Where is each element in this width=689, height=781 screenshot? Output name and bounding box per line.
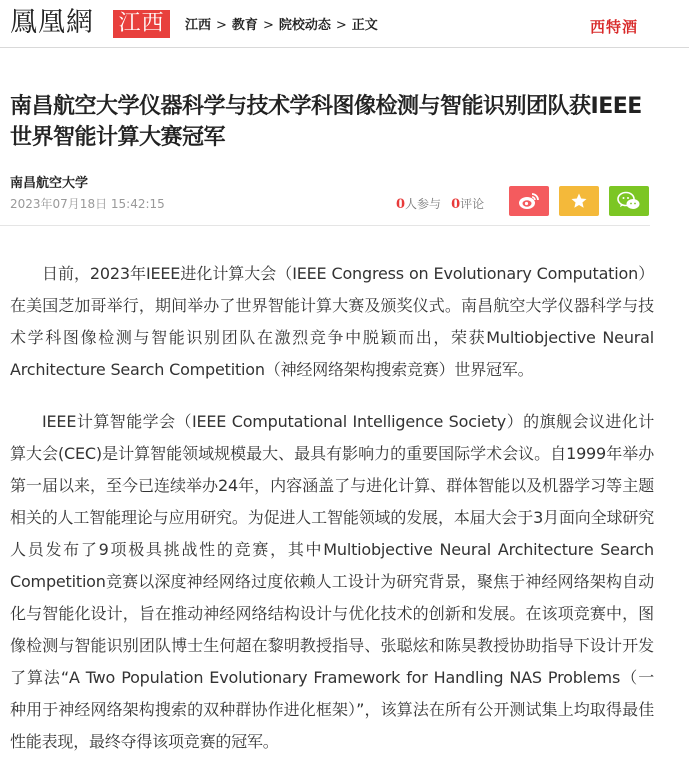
ad-brand-logo[interactable]: 西特酒 <box>590 18 639 36</box>
site-logo[interactable]: 鳳凰網 <box>10 7 94 38</box>
breadcrumb-separator: > <box>262 18 274 33</box>
share-weibo-button[interactable] <box>509 186 549 216</box>
participants-label: 人参与 <box>405 197 442 211</box>
article-title: 南昌航空大学仪器科学与技术学科图像检测与智能识别团队获IEEE世界智能计算大赛冠军 <box>10 94 642 150</box>
comments-label[interactable]: 评论 <box>460 197 485 211</box>
article-paragraph: 日前，2023年IEEE进化计算大会（IEEE Congress on Evolutionary Computation）在美国芝加哥举行，期间举办了世界智能计算大赛及颁奖仪式。南昌航空大学仪器科学与技术学科图像检测与智能识别团队在激烈竞争中脱颖而出，荣获Multiobjective Neural Architecture Search Competition（神经网络架构搜索竞赛）世界冠军。 <box>10 264 654 379</box>
breadcrumb-item-education[interactable]: 教育 <box>231 18 258 33</box>
breadcrumb-item-school-news[interactable]: 院校动态 <box>278 18 331 33</box>
comments-count[interactable]: 0 <box>451 197 461 212</box>
publish-time: 2023年07月18日 15:42:15 <box>10 197 165 211</box>
breadcrumb-item-current: 正文 <box>351 18 378 33</box>
article-paragraph: IEEE计算智能学会（IEEE Computational Intelligence Society）的旗舰会议进化计算大会(CEC)是计算智能领域规模最大、最具有影响力的重要国际学术会议。自1999年举办第一届以来，至今已连续举办24年，内容涵盖了与进化计算、群体智能以及机器学习等主题相关的人工智能理论与应用研究。为促进人工智能领域的发展，本届大会于3月面向全球研究人员发布了9项极具挑战性的竞赛，其中Multiobjective Neural Architecture Search Competition竞赛以深度神经网络过度依赖人工设计为研究背景，聚焦于神经网络架构自动化与智能化设计，旨在推动神经网络结构设计与优化技术的创新和发展。在该项竞赛中，图像检测与智能识别团队博士生何超在黎明教授指导、张聪炫和陈昊教授协助指导下设计开发了算法“A Two Population Evolutionary Framework for Handling NAS Problems（一种用于神经网络架构搜索的双种群协作进化框架）”，该算法在所有公开测试集上均取得最佳性能表现，最终夺得该项竞赛的冠军。 <box>10 412 654 751</box>
favorite-button[interactable] <box>559 186 599 216</box>
share-wechat-button[interactable] <box>609 186 649 216</box>
site-header <box>0 0 689 48</box>
breadcrumb-separator: > <box>335 18 347 33</box>
article-body <box>10 258 654 778</box>
weibo-icon <box>518 192 540 210</box>
region-logo[interactable]: 江西 <box>113 10 170 38</box>
wechat-icon <box>617 191 641 211</box>
article-source[interactable]: 南昌航空大学 <box>10 176 89 191</box>
breadcrumb-item-region[interactable]: 江西 <box>185 18 212 33</box>
breadcrumb <box>185 17 378 35</box>
breadcrumb-separator: > <box>216 18 227 33</box>
meta-divider <box>0 225 650 226</box>
participants-count: 0 <box>396 197 406 212</box>
star-icon <box>570 192 588 210</box>
article-stats <box>396 195 484 212</box>
